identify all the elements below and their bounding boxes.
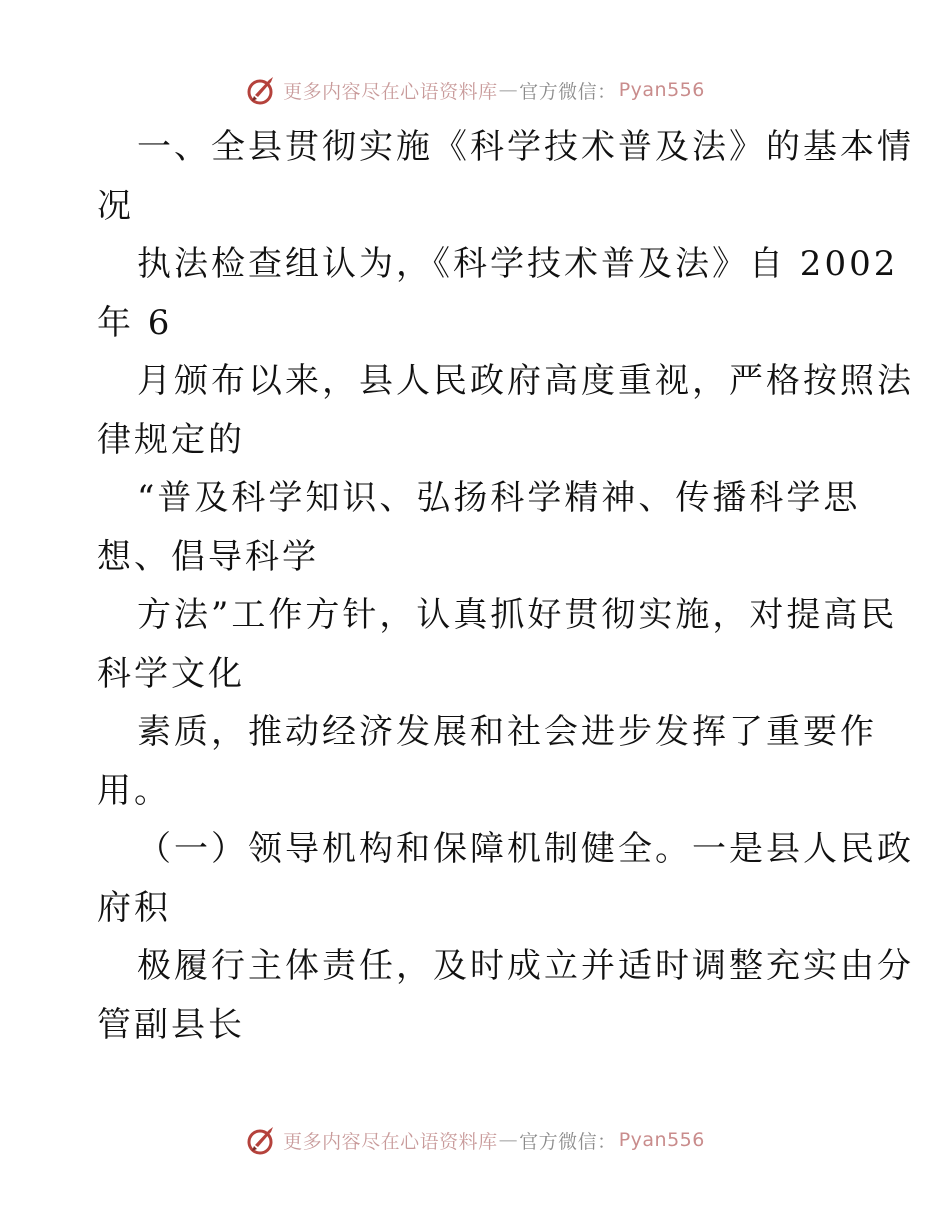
text-line: 想、倡导科学 bbox=[97, 536, 319, 577]
brush-pen-logo-icon bbox=[245, 1123, 279, 1157]
text-line: 律规定的 bbox=[97, 419, 245, 460]
text-line: “普及科学知识、弘扬科学精神、传播科学思 bbox=[137, 478, 861, 518]
text-line: 科学文化 bbox=[97, 653, 245, 694]
footer-banner bbox=[0, 1120, 950, 1160]
banner-text bbox=[283, 1127, 705, 1154]
text-line: 方法”工作方针，认真抓好贯彻实施，对提高民 bbox=[137, 595, 898, 635]
banner-official-text: 官方微信： bbox=[519, 1130, 617, 1153]
text-line: 一、全县贯彻实施《科学技术普及法》的基本情 bbox=[137, 127, 914, 167]
banner-official-text: 官方微信： bbox=[519, 80, 617, 103]
document-body bbox=[97, 118, 914, 1054]
banner-wechat-id: Pyan556 bbox=[618, 79, 705, 101]
header-banner bbox=[0, 70, 950, 110]
text-line: 府积 bbox=[97, 887, 171, 928]
text-line: 素质，推动经济发展和社会进步发挥了重要作 bbox=[137, 712, 877, 752]
banner-text bbox=[283, 77, 705, 104]
banner-dash: — bbox=[498, 79, 519, 101]
banner-dash: — bbox=[498, 1129, 519, 1151]
text-line: （一）领导机构和保障机制健全。一是县人民政 bbox=[137, 829, 914, 869]
banner-site-text: 更多内容尽在心语资料库 bbox=[283, 80, 498, 103]
text-line: 执法检查组认为，《科学技术普及法》自 2002 bbox=[137, 244, 899, 284]
text-line: 年 6 bbox=[97, 302, 173, 343]
banner-wechat-id: Pyan556 bbox=[618, 1129, 705, 1151]
text-line: 月颁布以来，县人民政府高度重视，严格按照法 bbox=[137, 361, 914, 401]
text-line: 用。 bbox=[97, 770, 171, 811]
brush-pen-logo-icon bbox=[245, 73, 279, 107]
text-line: 况 bbox=[97, 185, 134, 226]
text-line: 管副县长 bbox=[97, 1004, 245, 1045]
text-line: 极履行主体责任，及时成立并适时调整充实由分 bbox=[137, 946, 914, 986]
banner-site-text: 更多内容尽在心语资料库 bbox=[283, 1130, 498, 1153]
